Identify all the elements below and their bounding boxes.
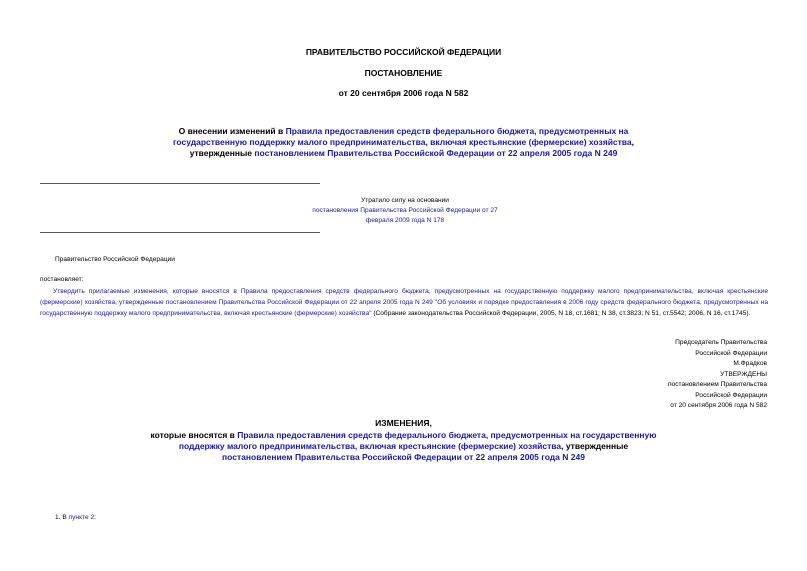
approved-line: от 20 сентября 2006 года N 582 (670, 402, 767, 409)
title-prefix: О внесении изменений в (178, 126, 286, 136)
changes-subtitle (150, 430, 657, 463)
signature-line: М.Фрадков (733, 360, 767, 367)
document-type: ПОСТАНОВЛЕНИЕ (364, 68, 443, 78)
changes-link[interactable]: изменения (133, 288, 167, 295)
document-date-number: от 20 сентября 2006 года N 582 (338, 88, 469, 98)
rules-link[interactable]: Правила предоставления средств федерального бюджета, предусмотренных на государственную поддержку малого предпринимательства, включая крестьянские (фермерские) хозяйства (172, 126, 632, 147)
government-heading: ПРАВИТЕЛЬСТВО РОССИЙСКОЙ ФЕДЕРАЦИИ (305, 47, 502, 57)
item-1-suffix: : (94, 514, 96, 521)
approved-line: УТВЕРЖДЕНЫ (720, 370, 767, 378)
approved-line: постановлением Правительства (667, 381, 767, 388)
decrees-word: постановляет: (40, 276, 84, 283)
para-mid: , которые вносятся в Правила предоставления средств федерального бюджета, предусмотренных на государственную поддержку малого предпринимательства, включая крестьянские (фермерские) хозяйства, утвержденные постановлением Правительства Российской Федерации от 22 апреля 2005 года N 249 "Об условиях и порядке предоставления в 2006 году средств федерального бюджета, предусмотренных на государственную поддержку малого предпринимательства, включая крестьянские (фермерские) хозяйства" (40, 288, 768, 317)
signature-line: Председатель Правительства (675, 339, 767, 346)
para-end: (Собрание законодательства Российской Федерации, 2005, N 18, ст.1681; N 38, ст.3823; N 51, ст.5542; 2006, N 16, ст.1745). (373, 310, 751, 317)
item-1-prefix: 1. В (55, 514, 69, 521)
changes-decree-link[interactable]: постановлением Правительства Российской Федерации от 22 апреля 2005 года N 249 (222, 452, 585, 462)
divider-top (40, 183, 320, 184)
changes-prefix: которые вносятся в (150, 430, 238, 440)
lost-force-link[interactable]: постановления Правительства Российской Федерации от 27 февраля 2009 года N 178 (312, 207, 498, 224)
signature-line: Российской Федерации (695, 349, 767, 357)
approved-line: Российской Федерации (695, 391, 767, 399)
government-subject: Правительство Российской Федерации (55, 256, 175, 263)
lost-force-note (300, 196, 510, 226)
item-1-link[interactable]: пункте 2 (68, 514, 95, 521)
divider-bottom (40, 232, 320, 233)
para-start: Утвердить прилагаемые (53, 288, 134, 295)
document-title (150, 126, 657, 159)
changes-middle: , утвержденные (561, 441, 629, 451)
item-1 (55, 514, 96, 521)
resolution-paragraph (40, 286, 768, 319)
decree-link[interactable]: постановлением Правительства Российской Федерации от 22 апреля 2005 года N 249 (254, 148, 618, 158)
changes-heading: ИЗМЕНЕНИЯ, (375, 418, 432, 428)
signature-block (547, 338, 767, 412)
lost-force-text: Утратило силу на основании (361, 197, 449, 204)
changes-rules-link[interactable]: Правила предоставления средств федерального бюджета, предусмотренных на государственную поддержку малого предпринимательства, включая крестьянские (фермерские) хозяйства (178, 430, 657, 451)
title-middle: , утвержденные (189, 137, 635, 158)
